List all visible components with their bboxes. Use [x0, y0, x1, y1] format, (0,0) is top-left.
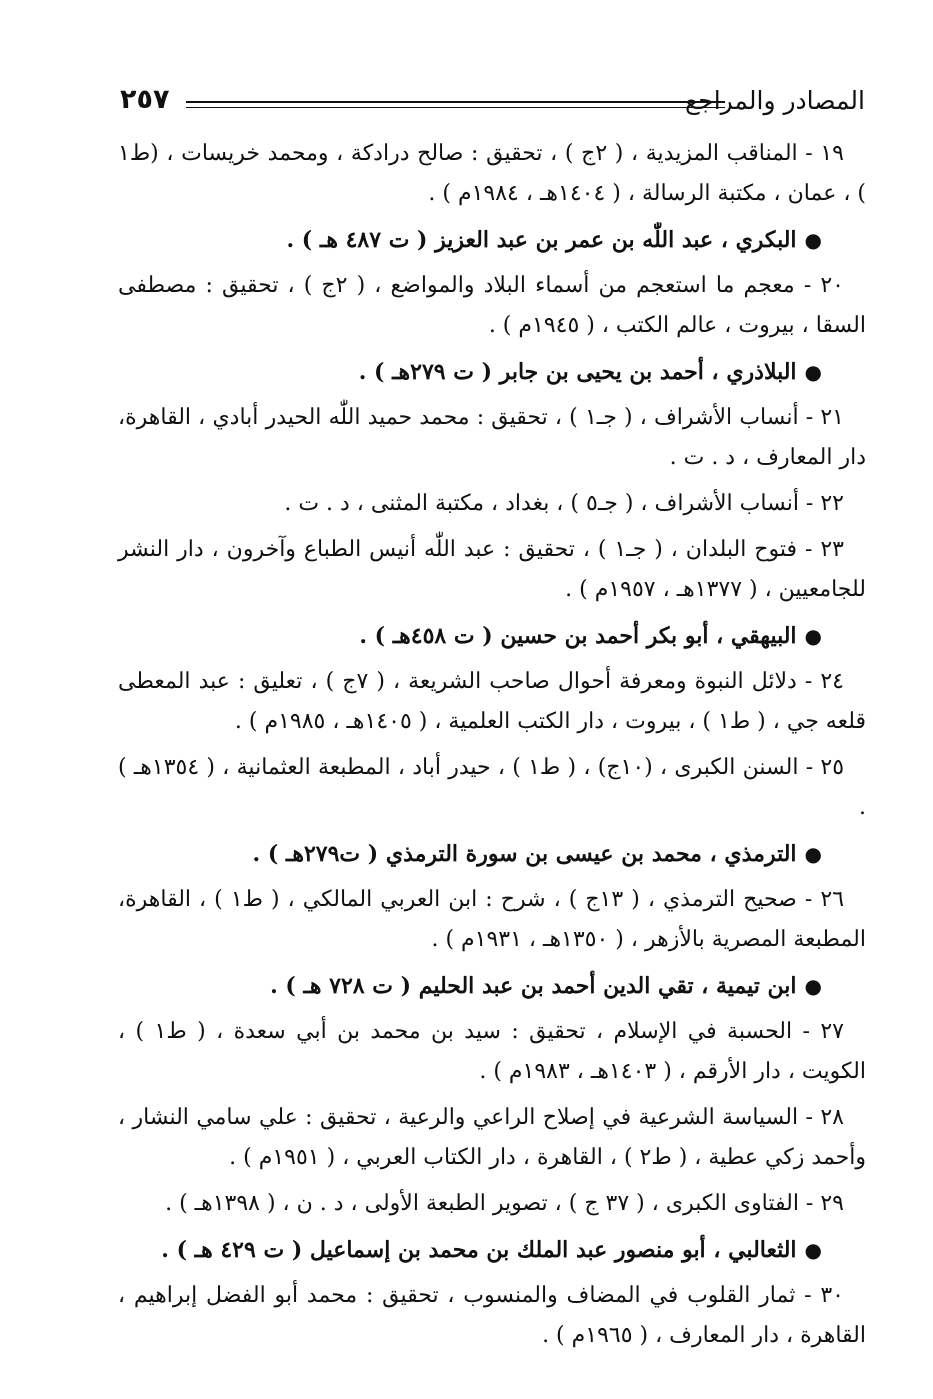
page-header: [120, 82, 865, 122]
author-text: البيهقي ، أبو بكر أحمد بن حسين ( ت ٤٥٨هـ ) .: [359, 623, 797, 649]
header-rule-thin: [186, 107, 725, 108]
bullet-icon: ●: [804, 974, 822, 998]
reference-entry: ٢٣ - فتوح البلدان ، ( جـ١ ) ، تحقيق : عبد اللّٰه أنيس الطباع وآخرون ، دار النشر للجامعيين ، ( ١٣٧٧هـ ، ١٩٥٧م ) .: [118, 537, 866, 602]
reference-entry: ٣٠ - ثمار القلوب في المضاف والمنسوب ، تحقيق : محمد أبو الفضل إبراهيم ، القاهرة ، دار المعارف ، ( ١٩٦٥م ) .: [118, 1283, 866, 1348]
author-entry: [118, 1230, 866, 1270]
bullet-icon: ●: [804, 624, 822, 648]
page-number: ٢٥٧: [120, 84, 170, 115]
running-title: المصادر والمراجع: [684, 86, 865, 115]
header-rule: [186, 101, 725, 103]
reference-entry: ٢٧ - الحسبة في الإسلام ، تحقيق : سيد بن محمد بن أبي سعدة ، ( ط١ ) ، الكويت ، دار الأرقم ، ( ١٤٠٣هـ ، ١٩٨٣م ) .: [118, 1019, 866, 1084]
author-text: ابن تيمية ، تقي الدين أحمد بن عبد الحليم ( ت ٧٢٨ هـ ) .: [270, 973, 797, 999]
author-entry: [118, 966, 866, 1006]
bullet-icon: ●: [804, 1238, 822, 1262]
author-text: البلاذري ، أحمد بن يحيى بن جابر ( ت ٢٧٩هـ ) .: [358, 359, 797, 385]
reference-entry: ٢٨ - السياسة الشرعية في إصلاح الراعي والرعية ، تحقيق : علي سامي النشار ، وأحمد زكي عطية ، ( ط٢ ) ، القاهرة ، دار الكتاب العربي ، ( ١٩٥١م ) .: [118, 1105, 866, 1170]
reference-entry: ١٩ - المناقب المزيدية ، ( ٢ج ) ، تحقيق : صالح درادكة ، ومحمد خريسات ، (ط١ ) ، عمان ، مكتبة الرسالة ، ( ١٤٠٤هـ ، ١٩٨٤م ) .: [118, 141, 866, 206]
reference-entry: ٢٠ - معجم ما استعجم من أسماء البلاد والمواضع ، ( ٢ج ) ، تحقيق : مصطفى السقا ، بيروت ، عالم الكتب ، ( ١٩٤٥م ) .: [118, 273, 866, 338]
author-text: الثعالبي ، أبو منصور عبد الملك بن محمد بن إسماعيل ( ت ٤٢٩ هـ ) .: [161, 1237, 797, 1263]
reference-entry: ٢١ - أنساب الأشراف ، ( جـ١ ) ، تحقيق : محمد حميد اللّٰه الحيدر أبادي ، القاهرة، دار المعارف ، د . ت .: [118, 405, 866, 470]
bullet-icon: ●: [804, 228, 822, 252]
author-entry: [118, 616, 866, 656]
author-text: الترمذي ، محمد بن عيسى بن سورة الترمذي ( ت٢٧٩هـ ) .: [252, 841, 797, 867]
reference-entry: ٢٢ - أنساب الأشراف ، ( جـ٥ ) ، بغداد ، مكتبة المثنى ، د . ت .: [284, 491, 844, 516]
references-list: [118, 134, 866, 1362]
author-entry: [118, 834, 866, 874]
author-entry: [118, 352, 866, 392]
bullet-icon: ●: [804, 842, 822, 866]
bullet-icon: ●: [804, 360, 822, 384]
reference-entry: ٢٩ - الفتاوى الكبرى ، ( ٣٧ ج ) ، تصوير الطبعة الأولى ، د . ن ، ( ١٣٩٨هـ ) .: [165, 1191, 844, 1216]
reference-entry: ٢٦ - صحيح الترمذي ، ( ١٣ج ) ، شرح : ابن العربي المالكي ، ( ط١ ) ، القاهرة، المطبعة المصرية بالأزهر ، ( ١٣٥٠هـ ، ١٩٣١م ) .: [118, 887, 866, 952]
reference-entry: ٢٥ - السنن الكبرى ، (١٠ج) ، ( ط١ ) ، حيدر أباد ، المطبعة العثمانية ، ( ١٣٥٤هـ ) .: [118, 755, 866, 820]
author-text: البكري ، عبد اللّٰه بن عمر بن عبد العزيز ( ت ٤٨٧ هـ ) .: [286, 227, 797, 253]
author-entry: [118, 220, 866, 260]
reference-entry: ٢٤ - دلائل النبوة ومعرفة أحوال صاحب الشريعة ، ( ٧ج ) ، تعليق : عبد المعطى قلعه جي ، ( ط١ ) ، بيروت ، دار الكتب العلمية ، ( ١٤٠٥هـ ، ١٩٨٥م ) .: [118, 669, 866, 734]
